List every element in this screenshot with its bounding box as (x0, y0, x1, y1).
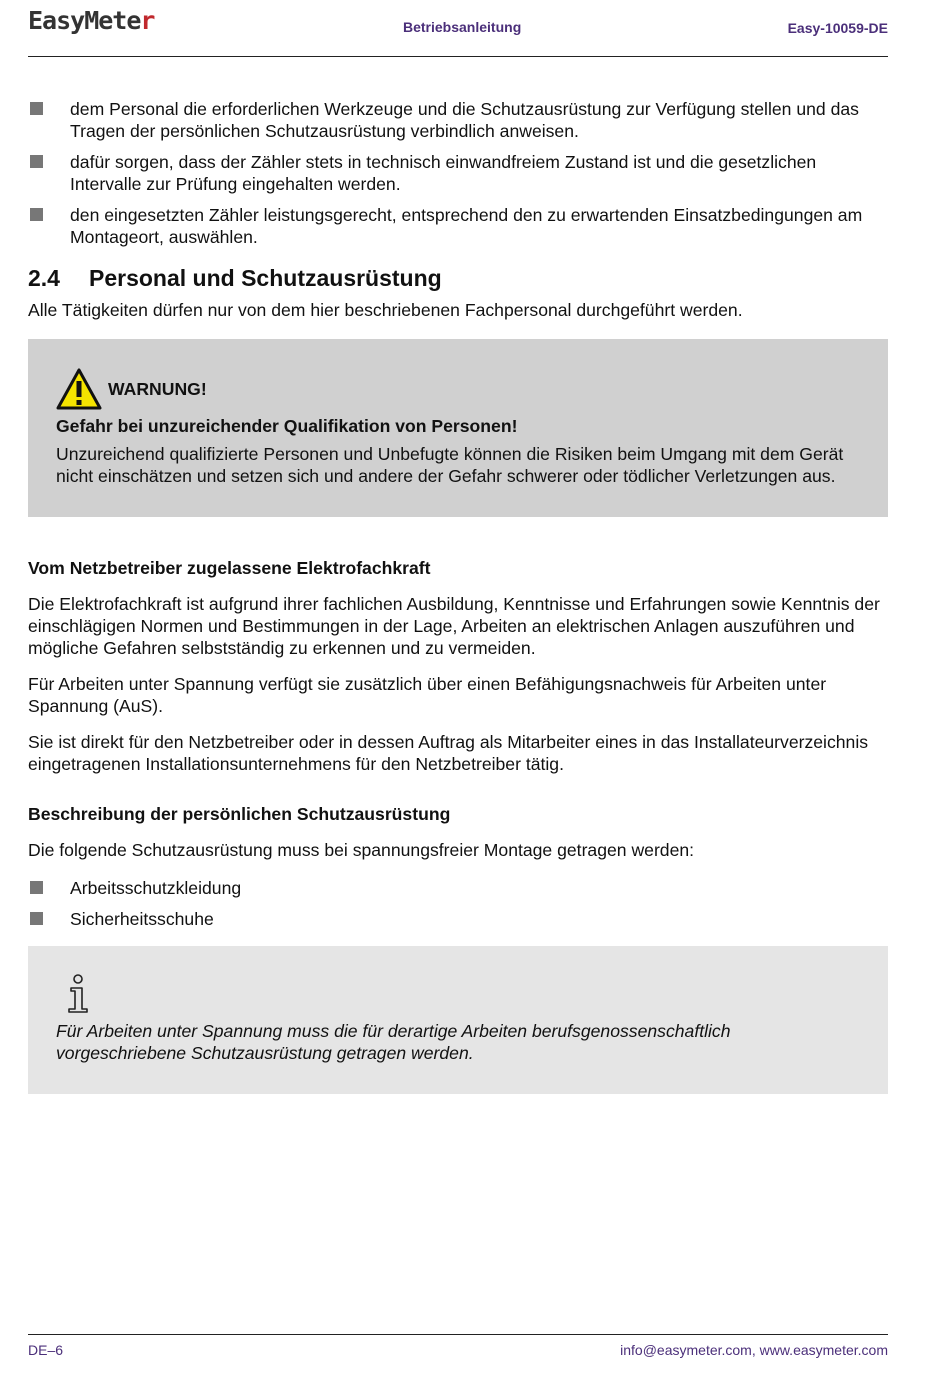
electrician-paragraph: Sie ist direkt für den Netzbetreiber oder in dessen Auftrag als Mitarbeiter eines in das Installateurverzeichnis eingetragenen Installationsunternehmens für den Netzbetreiber tätig. (28, 732, 869, 774)
info-text: Für Arbeiten unter Spannung muss die für derartige Arbeiten berufsgenossenschaftlich vorgeschriebene Schutzausrüstung getragen werden. (56, 1021, 731, 1063)
section-number: 2.4 (28, 265, 60, 291)
list-item: Arbeitsschutzkleidung (28, 877, 888, 899)
header-document-id: Easy-10059-DE (787, 20, 888, 36)
electrician-paragraph: Die Elektrofachkraft ist aufgrund ihrer fachlichen Ausbildung, Kenntnisse und Erfahrungen sowie Kenntnis der einschlägigen Normen und Bestimmungen in der Lage, Arbeiten an elektrischen Anlagen auszuführen und mögliche Gefahren selbstständig zu erkennen und zu vermeiden. (28, 594, 880, 658)
footer-contact: info@easymeter.com, www.easymeter.com (620, 1342, 888, 1358)
page-number: DE–6 (28, 1342, 64, 1358)
page-content (28, 98, 888, 1094)
electrician-heading: Vom Netzbetreiber zugelassene Elektrofachkraft (28, 558, 431, 578)
logo-accent: r (140, 6, 155, 35)
info-box (28, 946, 888, 1094)
warning-subtitle: Gefahr bei unzureichender Qualifikation von Personen! (56, 416, 518, 436)
page-footer (28, 1334, 888, 1358)
square-bullet-icon (30, 102, 43, 115)
list-item: Sicherheitsschuhe (28, 908, 888, 930)
square-bullet-icon (30, 912, 43, 925)
warning-text: Unzureichend qualifizierte Personen und Unbefugte können die Risiken beim Umgang mit dem Gerät nicht einschätzen und setzen sich und andere der Gefahr schwerer oder tödlicher Verletzungen aus. (56, 444, 844, 486)
warning-header (56, 367, 860, 411)
warning-triangle-icon (56, 368, 102, 410)
ppe-heading: Beschreibung der persönlichen Schutzausrüstung (28, 804, 451, 824)
easymeter-logo (28, 6, 154, 35)
header-document-type: Betriebsanleitung (403, 19, 522, 35)
square-bullet-icon (30, 208, 43, 221)
logo-main: EasyMete (28, 6, 141, 35)
warning-box (28, 339, 888, 517)
electrician-paragraph: Für Arbeiten unter Spannung verfügt sie zusätzlich über einen Befähigungsnachweis für Arbeiten unter Spannung (AuS). (28, 674, 827, 716)
ppe-list (28, 877, 888, 930)
square-bullet-icon (30, 155, 43, 168)
page-header (28, 0, 888, 57)
section-title: Personal und Schutzausrüstung (89, 265, 442, 291)
square-bullet-icon (30, 881, 43, 894)
intro-bullet-list (28, 98, 888, 248)
list-item: dem Personal die erforderlichen Werkzeuge und die Schutzausrüstung zur Verfügung stellen und das Tragen der persönlichen Schutzausrüstung verbindlich anweisen. (28, 98, 888, 142)
section-heading (28, 265, 888, 291)
list-item: dafür sorgen, dass der Zähler stets in technisch einwandfreiem Zustand ist und die gesetzlichen Intervalle zur Prüfung eingehalten werden. (28, 151, 888, 195)
section-intro: Alle Tätigkeiten dürfen nur von dem hier beschriebenen Fachpersonal durchgeführt werden. (28, 300, 743, 320)
info-icon (66, 974, 92, 1014)
warning-label: WARNUNG! (108, 379, 207, 399)
list-item: den eingesetzten Zähler leistungsgerecht, entsprechend den zu erwartenden Einsatzbedingungen am Montageort, auswählen. (28, 204, 888, 248)
ppe-intro: Die folgende Schutzausrüstung muss bei spannungsfreier Montage getragen werden: (28, 840, 695, 860)
